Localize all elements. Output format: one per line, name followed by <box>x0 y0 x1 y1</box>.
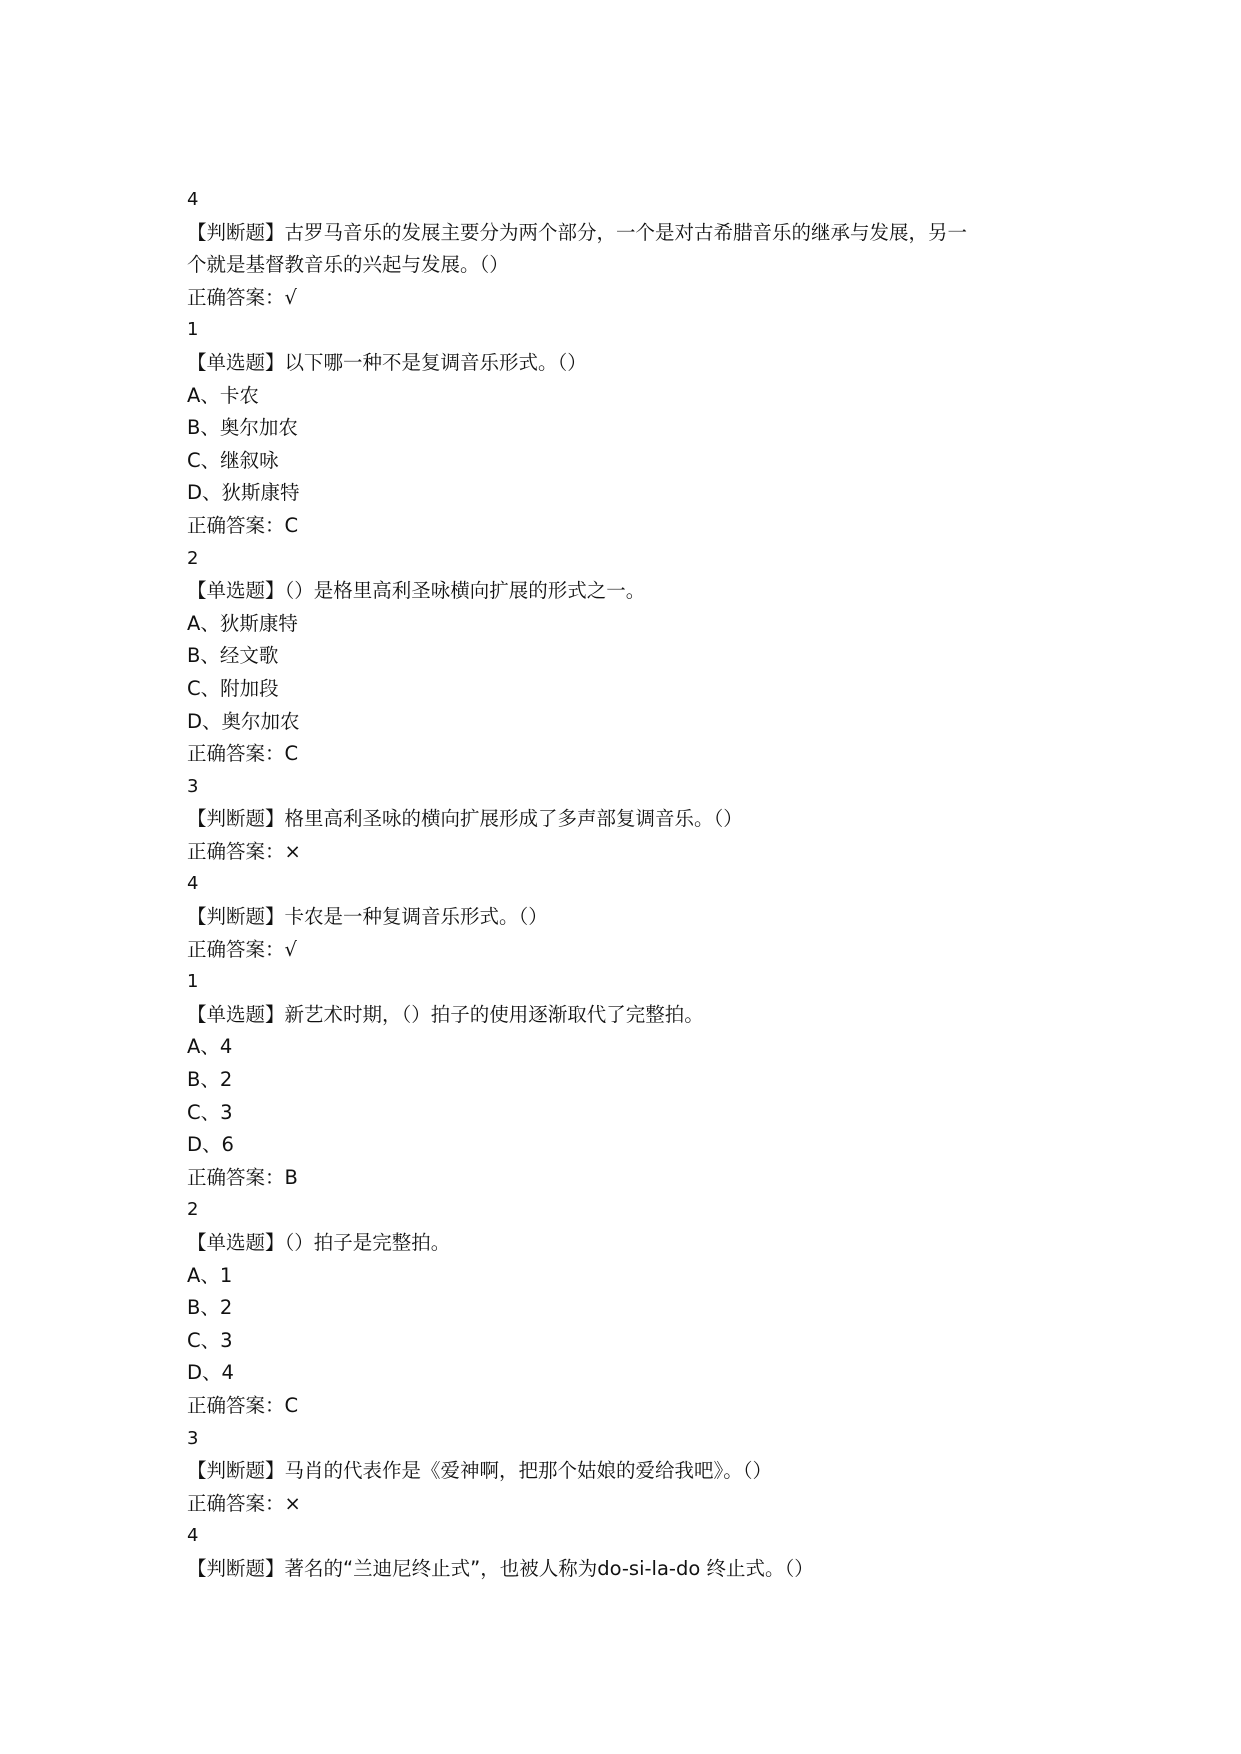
question-block <box>187 314 1067 542</box>
question-stem <box>187 1455 1067 1488</box>
option-c: C、3 <box>187 1100 233 1124</box>
option-b: B、2 <box>187 1068 233 1092</box>
question-block <box>187 184 1067 314</box>
option-b: B、奥尔加农 <box>187 416 298 440</box>
option-c: C、3 <box>187 1328 233 1352</box>
option-b: B、经文歌 <box>187 644 279 668</box>
correct-answer: 正确答案：C <box>187 742 299 766</box>
question-type: 【判断题】 <box>187 905 285 929</box>
question-block <box>187 1423 1067 1521</box>
correct-answer: 正确答案：√ <box>187 285 297 309</box>
question-stem <box>187 347 1067 380</box>
question-block <box>187 771 1067 869</box>
question-type: 【判断题】 <box>187 807 285 831</box>
option-d: D、狄斯康特 <box>187 481 300 505</box>
option-a: A、1 <box>187 1263 233 1287</box>
question-stem <box>187 901 1067 934</box>
question-text: 卡农是一种复调音乐形式。（） <box>284 905 548 929</box>
question-number: 1 <box>187 971 199 993</box>
question-type: 【判断题】 <box>187 1459 285 1483</box>
question-text: （）是格里高利圣咏横向扩展的形式之一。 <box>284 579 646 603</box>
option-d: D、6 <box>187 1133 234 1157</box>
question-text: 新艺术时期，（）拍子的使用逐渐取代了完整拍。 <box>284 1002 704 1026</box>
question-text: 古罗马音乐的发展主要分为两个部分，一个是对古希腊音乐的继承与发展，另一 <box>284 220 968 244</box>
question-block <box>187 1520 1067 1585</box>
question-block <box>187 543 1067 771</box>
question-stem <box>187 575 1067 608</box>
question-number: 2 <box>187 547 199 569</box>
question-type: 【判断题】 <box>187 220 285 244</box>
question-type: 【单选题】 <box>187 1002 285 1026</box>
option-d: D、奥尔加农 <box>187 709 300 733</box>
question-stem <box>187 803 1067 836</box>
option-d: D、4 <box>187 1361 234 1385</box>
question-type: 【单选题】 <box>187 579 285 603</box>
question-text: 格里高利圣咏的横向扩展形成了多声部复调音乐。（） <box>284 807 743 831</box>
question-text: 以下哪一种不是复调音乐形式。（） <box>284 350 587 374</box>
question-stem <box>187 999 1067 1032</box>
question-stem <box>187 1553 1067 1586</box>
option-c: C、附加段 <box>187 676 279 700</box>
question-number: 3 <box>187 775 199 797</box>
option-a: A、4 <box>187 1035 233 1059</box>
option-c: C、继叙咏 <box>187 448 279 472</box>
question-type: 【单选题】 <box>187 350 285 374</box>
correct-answer: 正确答案：√ <box>187 937 297 961</box>
correct-answer: 正确答案：C <box>187 1393 299 1417</box>
question-text: 著名的“兰迪尼终止式”，也被人称为do-si-la-do 终止式。（） <box>284 1556 814 1580</box>
question-number: 1 <box>187 319 199 341</box>
question-block <box>187 1194 1067 1422</box>
option-a: A、卡农 <box>187 383 259 407</box>
question-type: 【判断题】 <box>187 1556 285 1580</box>
option-b: B、2 <box>187 1296 233 1320</box>
option-a: A、狄斯康特 <box>187 611 298 635</box>
question-number: 2 <box>187 1199 199 1221</box>
question-text-continued: 个就是基督教音乐的兴起与发展。（） <box>187 253 509 277</box>
question-stem <box>187 217 1067 250</box>
question-number: 4 <box>187 1525 199 1547</box>
question-block <box>187 966 1067 1194</box>
correct-answer: 正确答案：× <box>187 839 301 863</box>
correct-answer: 正确答案：× <box>187 1491 301 1515</box>
question-number: 4 <box>187 189 199 210</box>
question-text: （）拍子是完整拍。 <box>284 1231 451 1254</box>
question-text: 马肖的代表作是《爱神啊，把那个姑娘的爱给我吧》。（） <box>284 1459 773 1483</box>
document-page <box>187 184 1067 1586</box>
question-number: 4 <box>187 873 199 895</box>
question-type: 【单选题】 <box>187 1231 285 1254</box>
question-number: 3 <box>187 1427 199 1449</box>
question-block <box>187 868 1067 966</box>
correct-answer: 正确答案：B <box>187 1165 298 1189</box>
correct-answer: 正确答案：C <box>187 513 299 537</box>
question-stem <box>187 1227 1067 1260</box>
